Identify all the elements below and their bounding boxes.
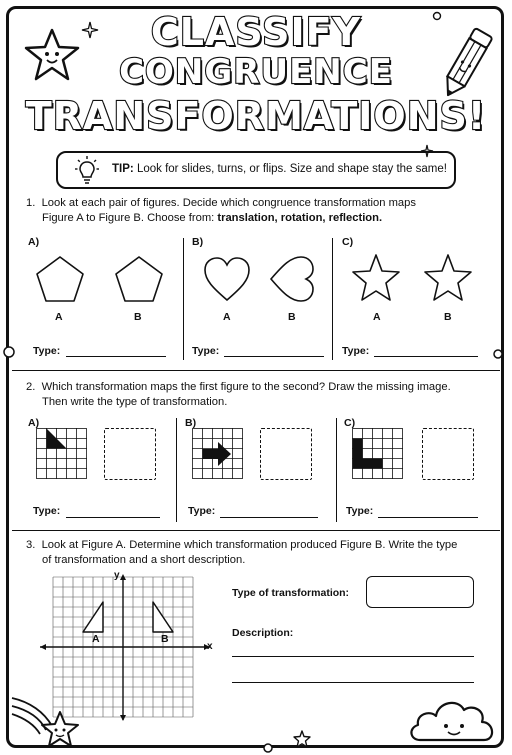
q2-c-draw-box[interactable] — [422, 428, 474, 480]
q3-description-line-2[interactable] — [232, 682, 474, 683]
q1-c-type-label: Type: — [342, 345, 370, 357]
q2-a-draw-box[interactable] — [104, 428, 156, 480]
y-axis-label: y — [114, 570, 120, 581]
q3-prompt — [26, 538, 457, 553]
title-line-1: CLASSIFY — [150, 10, 362, 54]
q1-b-fig-a-label: A — [223, 311, 231, 323]
q1-part-a-label: A) — [28, 236, 40, 248]
q1-b-type-label: Type: — [192, 345, 220, 357]
q3-text-line-2: of transformation and a short description. — [42, 554, 246, 566]
q1-c-answer-line[interactable] — [374, 356, 478, 357]
shooting-star-icon — [10, 690, 90, 750]
q2-c-answer-line[interactable] — [378, 517, 478, 518]
smiling-cloud-icon — [408, 690, 498, 746]
q1-part-c-label: C) — [342, 236, 354, 248]
q2-c-type-label: Type: — [346, 505, 374, 517]
tip-text — [112, 163, 447, 175]
lightbulb-icon — [72, 156, 102, 186]
tip-label: TIP: — [112, 163, 134, 175]
q2-part-a-label: A) — [28, 417, 40, 429]
q2-part-c-label: C) — [344, 417, 356, 429]
q2-number: 2. — [26, 381, 36, 393]
q1-a-answer-line[interactable] — [66, 356, 166, 357]
q1-part-b-label: B) — [192, 236, 204, 248]
q2-b-grid — [192, 428, 244, 480]
q1-b-fig-b-label: B — [288, 311, 296, 323]
q2-c-grid — [352, 428, 404, 480]
corner-circle-icon — [492, 348, 504, 360]
pentagon-figure-a — [35, 255, 85, 303]
corner-circle-icon — [2, 345, 16, 359]
q1-c-fig-a-label: A — [373, 311, 381, 323]
q2-a-answer-line[interactable] — [66, 517, 160, 518]
q2-b-answer-line[interactable] — [220, 517, 318, 518]
q3-type-label: Type of transformation: — [232, 587, 350, 599]
q1-prompt — [26, 196, 416, 211]
q3-type-answer-box[interactable] — [366, 576, 474, 608]
q1-prompt-line-2 — [42, 211, 382, 226]
q1-divider — [332, 238, 333, 360]
section-divider — [12, 530, 500, 531]
q1-number: 1. — [26, 197, 36, 209]
title-line-2: CONGRUENCE — [119, 52, 393, 92]
star-figure-a — [350, 252, 402, 304]
q2-b-type-label: Type: — [188, 505, 216, 517]
q3-fig-a-label: A — [92, 633, 100, 645]
x-axis-label: x — [207, 641, 213, 652]
q2-prompt — [26, 380, 451, 395]
title-line-3: TRANSFORMATIONS! — [25, 94, 487, 138]
q1-text-line-2: Figure A to Figure B. Choose from: — [42, 212, 215, 224]
q2-divider — [176, 418, 177, 522]
q3-fig-b-label: B — [161, 633, 169, 645]
q2-text-line-1: Which transformation maps the first figure to the second? Draw the missing image. — [41, 381, 451, 393]
tip-box — [56, 151, 456, 189]
heart-figure-b — [268, 256, 316, 302]
small-star-icon — [293, 730, 311, 748]
q1-a-fig-b-label: B — [134, 311, 142, 323]
q1-a-fig-a-label: A — [55, 311, 63, 323]
star-figure-b — [422, 252, 474, 304]
q1-a-type-label: Type: — [33, 345, 61, 357]
q3-description-label: Description: — [232, 627, 294, 639]
tip-body: Look for slides, turns, or flips. Size and shape stay the same! — [136, 163, 447, 175]
q2-text-line-2: Then write the type of transformation. — [42, 396, 228, 408]
section-divider — [12, 370, 500, 371]
q2-a-type-label: Type: — [33, 505, 61, 517]
q1-c-fig-b-label: B — [444, 311, 452, 323]
q3-description-line-1[interactable] — [232, 656, 474, 657]
q2-divider — [336, 418, 337, 522]
pentagon-figure-b — [114, 255, 164, 303]
q1-b-answer-line[interactable] — [224, 356, 324, 357]
q1-text-line-1: Look at each pair of figures. Decide which congruence transformation maps — [41, 197, 416, 209]
corner-circle-icon — [262, 742, 274, 754]
heart-figure-a — [203, 256, 251, 302]
q1-divider — [183, 238, 184, 360]
q3-text-line-1: Look at Figure A. Determine which transformation produced Figure B. Write the type — [41, 539, 458, 551]
q2-b-draw-box[interactable] — [260, 428, 312, 480]
q3-number: 3. — [26, 539, 36, 551]
q2-part-b-label: B) — [185, 417, 197, 429]
q2-a-grid — [36, 428, 88, 480]
q1-choices: translation, rotation, reflection. — [217, 212, 383, 224]
